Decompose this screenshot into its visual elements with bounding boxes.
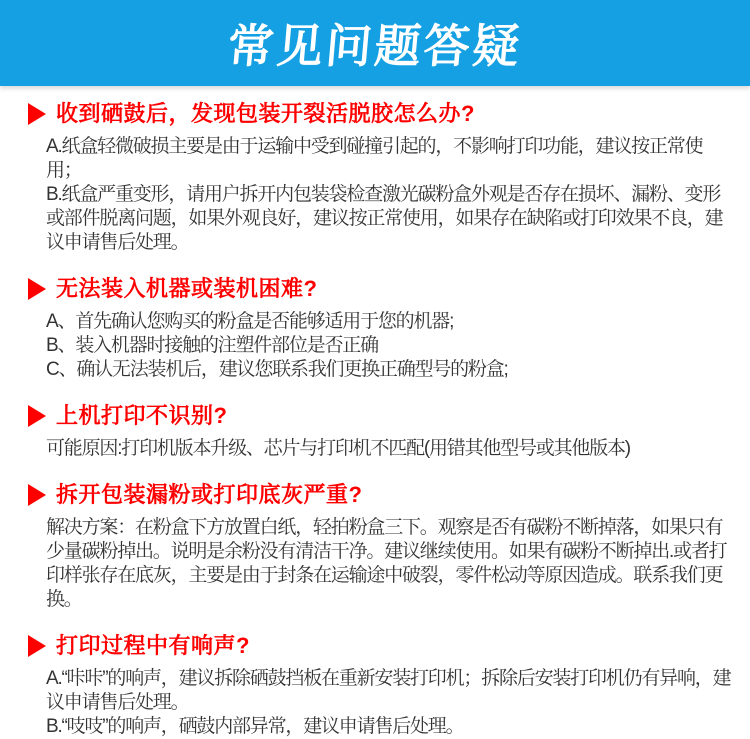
play-right-triangle-icon [28, 405, 46, 427]
faq-answer-block [46, 667, 736, 739]
faq-item [28, 99, 736, 255]
play-right-triangle-icon [28, 278, 46, 300]
faq-answer: B、装入机器时接触的注塑件部位是否正确 [46, 335, 378, 356]
play-right-triangle-icon [28, 103, 46, 125]
faq-answer: B.“吱吱”的响声，硒鼓内部异常，建议申请售后处理。 [46, 716, 464, 737]
faq-answer: 可能原因:打印机版本升级、芯片与打印机不匹配(用错其他型号或其他版本) [46, 438, 630, 459]
faq-question: 拆开包装漏粉或打印底灰严重? [56, 482, 363, 507]
faq-item [28, 274, 736, 382]
play-right-triangle-icon [28, 484, 46, 506]
faq-question: 上机打印不识别? [56, 403, 228, 428]
faq-item [28, 480, 736, 612]
page-header [0, 0, 750, 86]
faq-answer: C、确认无法装机后，建议您联系我们更换正确型号的粉盒; [46, 359, 508, 380]
faq-question-row [28, 631, 736, 661]
faq-answer: B.纸盒严重变形，请用户拆开内包装袋检查激光碳粉盒外观是否存在损坏、漏粉、变形或部件脱离问题，如果外观良好，建议按正常使用，如果存在缺陷或打印效果不良，建议申请售后处理。 [46, 184, 723, 253]
faq-item [28, 401, 736, 461]
faq-question-row [28, 99, 736, 129]
faq-answer-block [46, 310, 736, 382]
faq-question-row [28, 274, 736, 304]
faq-answer: A.“咔咔”的响声，建议拆除硒鼓挡板在重新安装打印机；拆除后安装打印机仍有异响，建议申请售后处理。 [46, 668, 731, 713]
faq-question: 收到硒鼓后，发现包装开裂活脱胶怎么办? [56, 101, 475, 126]
faq-list [0, 86, 750, 739]
faq-answer-block [46, 516, 736, 612]
faq-item [28, 631, 736, 739]
faq-question: 打印过程中有响声? [56, 633, 250, 658]
faq-answer: A.纸盒轻微破损主要是由于运输中受到碰撞引起的，不影响打印功能，建议按正常使用； [46, 136, 703, 181]
faq-answer: 解决方案：在粉盒下方放置白纸，轻拍粉盒三下。观察是否有碳粉不断掉落，如果只有少量碳粉掉出。说明是余粉没有清洁干净。建议继续使用。如果有碳粉不断掉出.或者打印样张存在底灰，主要是由于封条在运输途中破裂，零件松动等原因造成。联系我们更换。 [46, 517, 727, 610]
play-right-triangle-icon [28, 635, 46, 657]
faq-question-row [28, 401, 736, 431]
faq-answer: A、首先确认您购买的粉盒是否能够适用于您的机器; [46, 311, 454, 332]
faq-answer-block [46, 135, 736, 255]
page-title: 常见问题答疑 [225, 20, 525, 72]
faq-question-row [28, 480, 736, 510]
faq-question: 无法装入机器或装机困难? [56, 276, 318, 301]
faq-answer-block [46, 437, 736, 461]
